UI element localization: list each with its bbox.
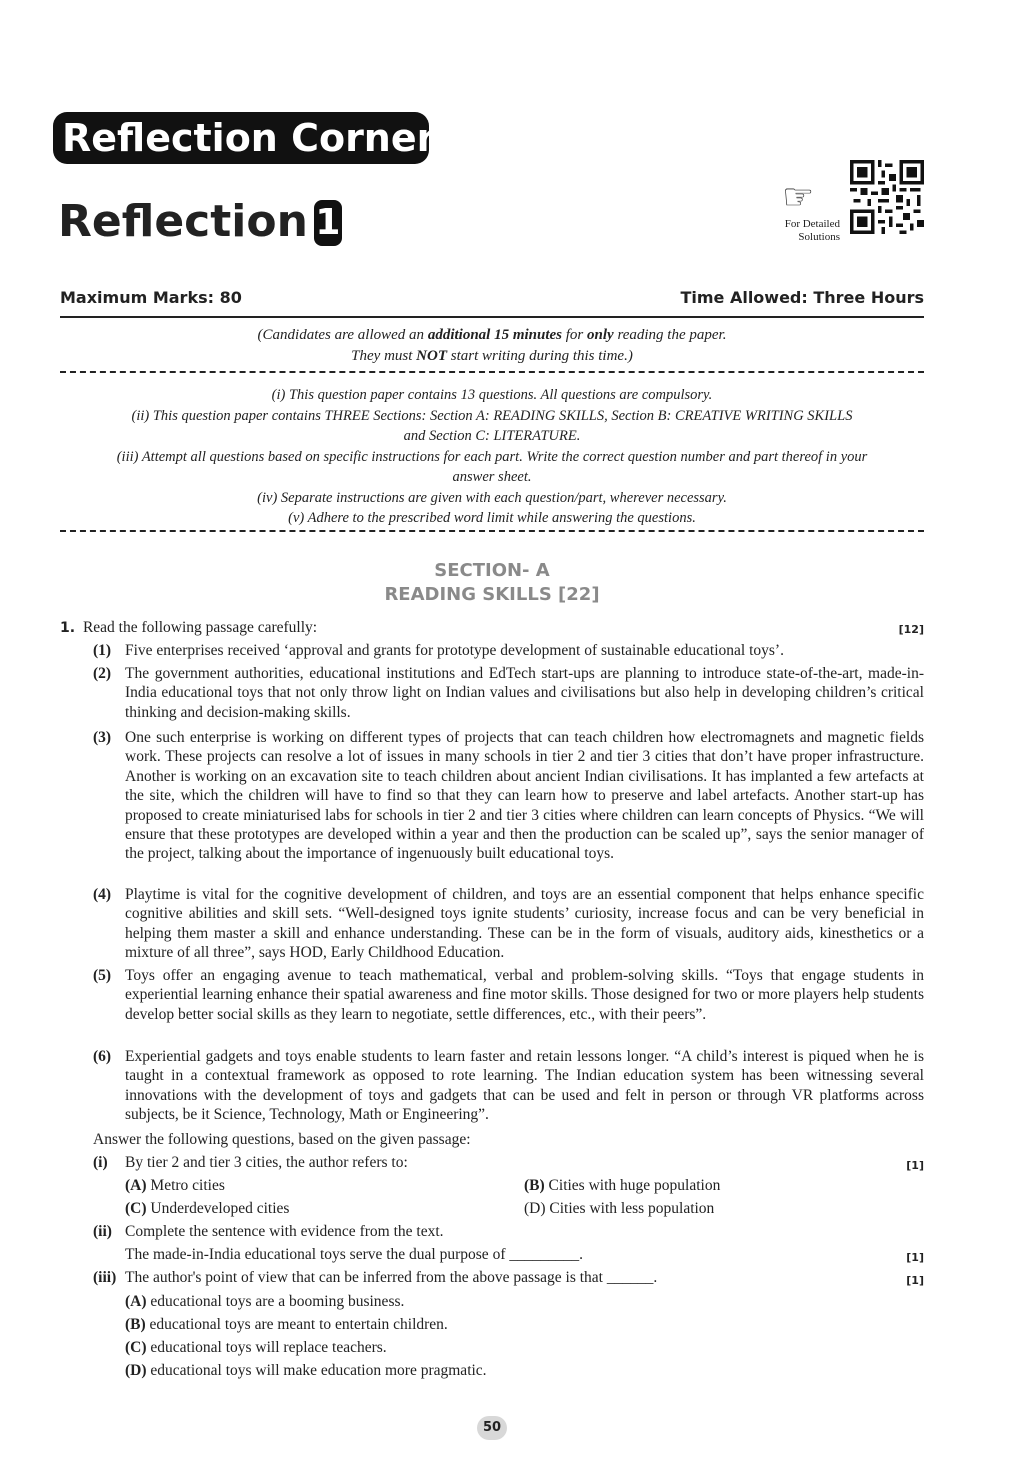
question-marks: [12] xyxy=(898,623,924,636)
option-c[interactable]: (C) Underdeveloped cities xyxy=(125,1200,290,1217)
option-d[interactable]: (D) Cities with less population xyxy=(524,1200,715,1217)
time-allowed: Time Allowed: Three Hours xyxy=(680,288,924,307)
option-d[interactable]: (D) educational toys will make education more pragmatic. xyxy=(125,1362,487,1379)
corner-title: Reflection Corner xyxy=(62,116,436,160)
option-b[interactable]: (B) educational toys are meant to entertain children. xyxy=(125,1316,448,1333)
passage-paragraph: (1) Five enterprises received ‘approval and grants for prototype development of sustainable educational toys’. xyxy=(93,642,784,659)
option-a[interactable]: (A) educational toys are a booming business. xyxy=(125,1293,405,1310)
dashed-divider xyxy=(60,371,924,373)
section-title: SECTION- A xyxy=(434,560,550,581)
qr-code-icon[interactable] xyxy=(850,160,924,234)
question-prompt: Read the following passage carefully: xyxy=(82,619,318,636)
instruction-line: (iv) Separate instructions are given with each question/part, wherever necessary. xyxy=(257,489,727,506)
passage-paragraph: (6) Experiential gadgets and toys enable students to learn faster and retain lessons longer. “A child’s interest is piqued when he is taught in a contextual framework as opposed to rote learning. The Indian education system has been witnessing several innovations with the development of toys and gadgets that can be used and felt in person or through VR platforms across subjects, be it Science, Technology, Math or Engineering”. xyxy=(93,1048,924,1124)
question-number: 1. xyxy=(60,620,76,636)
divider xyxy=(60,316,924,318)
reflection-heading xyxy=(58,195,342,249)
instruction-line: and Section C: LITERATURE. xyxy=(403,428,581,444)
passage-paragraph: (3) One such enterprise is working on different types of projects that can teach children how electromagnets and magnetic fields work. These projects can resolve a lot of issues in many schools in tier 2 and tier 3 cities that don’t have proper infrastructure. Another is working on an excavation site to teach children about ancient Indian civilisations. It has implanted a few artefacts at the site, which the children will have to find so that they can learn how to preserve and label artefacts. Another start-up has proposed to create miniaturised labs for schools in tier 2 and tier 3 cities where children can learn concepts of Physics. “We will ensure that these prototypes are developed within a year and then the production can be scaled up”, says the senior manager of the project, talking about the importance of ingenuously built educational toys. xyxy=(93,729,924,863)
qr-note: For Detailed Solutions xyxy=(784,218,840,243)
reading-time-note: (Candidates are allowed an additional 15 minutes for only reading the paper. They must NOT start writing during this time.) xyxy=(257,327,727,364)
question-1 xyxy=(60,618,924,638)
instruction-line: (i) This question paper contains 13 questions. All questions are compulsory. xyxy=(271,387,713,403)
passage-paragraph: (5) Toys offer an engaging avenue to teach mathematical, verbal and problem-solving skills. “Toys that engage students in experiential learning enhance their spatial awareness and fine motor skills. Those designed for two or more players help students develop better social skills as they learn to negotiate, settle differences, etc., with their peers”. xyxy=(93,967,924,1023)
reflection-title: Reflection xyxy=(58,196,308,247)
instruction-line: (ii) This question paper contains THREE Sections: Section A: READING SKILLS, Section B: CREATIVE WRITING SKILLS xyxy=(131,407,853,424)
pointing-hand-icon: ☞ xyxy=(782,177,815,217)
page-number: 50 xyxy=(477,1416,507,1440)
instruction-line: (v) Adhere to the prescribed word limit while answering the questions. xyxy=(288,510,696,526)
paper-meta xyxy=(60,288,924,307)
option-c[interactable]: (C) educational toys will replace teachers. xyxy=(125,1339,387,1356)
max-marks: Maximum Marks: 80 xyxy=(60,288,242,307)
passage-paragraph: (2) The government authorities, educational institutions and EdTech start-ups are planning to introduce state-of-the-art, made-in-India educational toys that not only throw light on Indian values and civilisations but also help in developing children’s critical thinking and decision-making skills. xyxy=(93,665,924,721)
general-instructions xyxy=(60,385,924,529)
reflection-number: 1 xyxy=(314,200,342,246)
option-b[interactable]: (B) Cities with huge population xyxy=(524,1177,721,1194)
dashed-divider xyxy=(60,530,924,532)
option-a[interactable]: (A) Metro cities xyxy=(125,1177,225,1194)
section-subtitle: READING SKILLS [22] xyxy=(384,584,600,605)
instruction-line: (iii) Attempt all questions based on specific instructions for each part. Write the correct question number and part thereof in your xyxy=(116,448,868,465)
passage-paragraph: (4) Playtime is vital for the cognitive development of children, and toys are an essential component that helps enhance specific cognitive abilities and skill sets. “Well-designed toys ignite students’ curiosity, increase focus and can be very beneficial in helping them master a skill and enhance understanding. These can be in the form of visuals, auditory aids, kinesthetics or a mixture of all three”, says HOD, Early Childhood Education. xyxy=(93,886,924,962)
instruction-line: answer sheet. xyxy=(452,469,532,485)
